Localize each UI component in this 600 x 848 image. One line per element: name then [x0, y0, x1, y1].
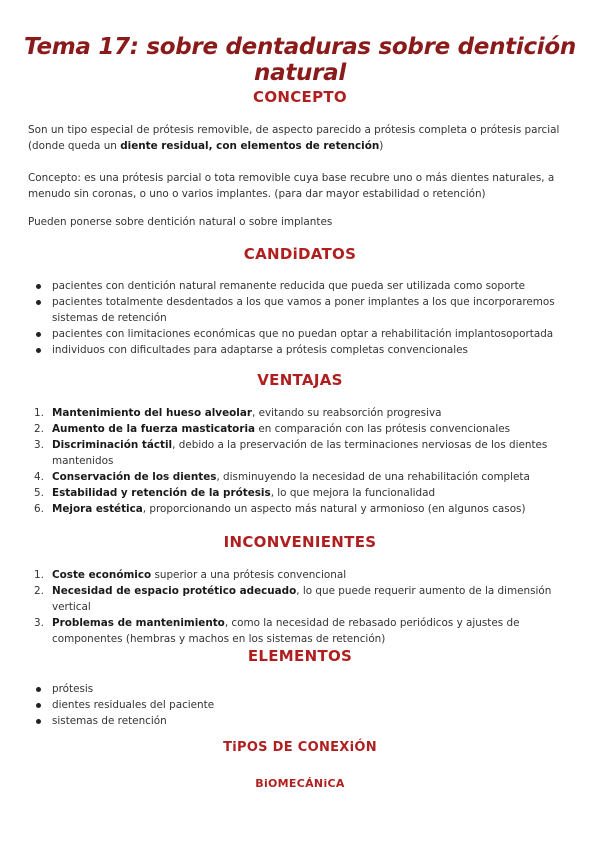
list-item: pacientes con dentición natural remanente reducida que pueda ser utilizada como soporte [28, 278, 572, 294]
item-number: 1. [34, 407, 44, 419]
section-heading-candidatos: CANDiDATOS [243, 245, 357, 263]
concepto-paragraph-1 [28, 122, 572, 154]
concepto-p1-end: ) [379, 140, 384, 152]
subheading-biomecanica: BiOMECÁNiCA [255, 777, 345, 790]
list-item [28, 405, 572, 421]
item-text: , evitando su reabsorción progresiva [251, 407, 442, 419]
list-item [28, 583, 572, 615]
section-heading-ventajas: VENTAJAS [257, 371, 343, 389]
item-number: 3. [34, 439, 44, 451]
item-bold: Discriminación táctil [52, 439, 173, 451]
concepto-p1-text: Son un tipo especial de prótesis removible, de aspecto parecido a prótesis completa o prótesis parcial (donde queda un [28, 124, 560, 152]
item-text: en comparación con las prótesis convencionales [255, 423, 511, 435]
section-heading-inconvenientes: INCONVENIENTES [223, 533, 377, 551]
item-number: 3. [34, 617, 44, 629]
list-item [28, 567, 572, 583]
item-text: , disminuyendo la necesidad de una rehabilitación completa [216, 471, 530, 483]
item-text: superior a una prótesis convencional [151, 569, 347, 581]
section-heading-concepto: CONCEPTO [253, 88, 347, 106]
item-bold: Problemas de mantenimiento [52, 617, 225, 629]
item-number: 2. [34, 423, 44, 435]
item-bold: Estabilidad y retención de la prótesis [52, 487, 271, 499]
item-number: 5. [34, 487, 44, 499]
list-item: prótesis [28, 681, 572, 697]
item-number: 2. [34, 585, 44, 597]
list-item [28, 501, 572, 517]
list-item: sistemas de retención [28, 713, 572, 729]
list-item: pacientes con limitaciones económicas que no puedan optar a rehabilitación implantosoportada [28, 326, 572, 342]
item-text: , lo que puede requerir aumento de la dimensión vertical [52, 585, 552, 613]
list-item: individuos con dificultades para adaptarse a prótesis completas convencionales [28, 342, 572, 358]
item-text: , proporcionando un aspecto más natural y armonioso (en algunos casos) [142, 503, 526, 515]
page-title: Tema 17: sobre dentaduras sobre dentición natural [24, 34, 576, 86]
item-number: 1. [34, 569, 44, 581]
section-heading-elementos: ELEMENTOS [247, 647, 353, 665]
inconvenientes-list [28, 567, 572, 647]
concepto-paragraph-3: Pueden ponerse sobre dentición natural o sobre implantes [28, 216, 333, 228]
list-item [28, 421, 572, 437]
concepto-p1-bold: diente residual, con elementos de retención [120, 140, 380, 152]
item-number: 4. [34, 471, 44, 483]
item-bold: Necesidad de espacio protético adecuado [52, 585, 297, 597]
ventajas-list [28, 405, 572, 517]
item-text: , como la necesidad de rebasado periódicos y ajustes de componentes (hembras y machos en los sistemas de retención) [52, 617, 520, 645]
item-bold: Mantenimiento del hueso alveolar [52, 407, 252, 419]
item-text: , debido a la preservación de las terminaciones nerviosas de los dientes mantenidos [52, 439, 548, 467]
concepto-paragraph-2: Concepto: es una prótesis parcial o tota removible cuya base recubre uno o más dientes naturales, a menudo sin coronas, o uno o varios implantes. (para dar mayor estabilidad o retención) [28, 172, 555, 200]
item-text: , lo que mejora la funcionalidad [270, 487, 436, 499]
item-bold: Aumento de la fuerza masticatoria [52, 423, 256, 435]
list-item: dientes residuales del paciente [28, 697, 572, 713]
section-heading-tipos-conexion: TiPOS DE CONEXiÓN [223, 740, 377, 755]
item-number: 6. [34, 503, 44, 515]
list-item [28, 469, 572, 485]
list-item: pacientes totalmente desdentados a los que vamos a poner implantes a los que incorporaremos sistemas de retención [28, 294, 572, 326]
list-item [28, 615, 572, 647]
list-item [28, 485, 572, 501]
candidatos-list [28, 278, 572, 358]
list-item [28, 437, 572, 469]
item-bold: Coste económico [52, 569, 152, 581]
elementos-list [28, 681, 572, 729]
item-bold: Mejora estética [52, 503, 143, 515]
item-bold: Conservación de los dientes [52, 471, 217, 483]
